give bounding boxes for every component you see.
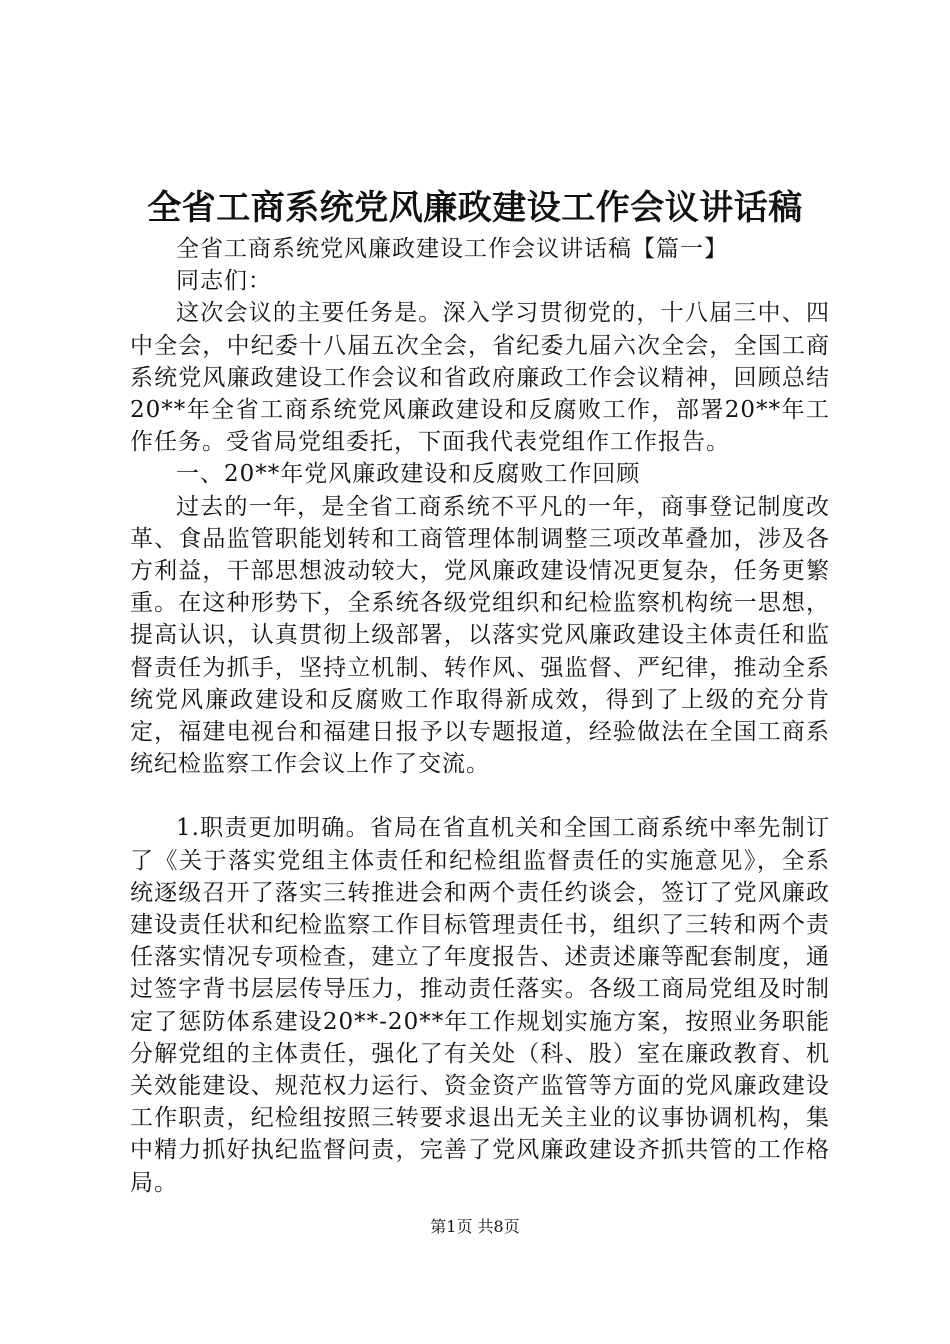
paragraph-point-1: 1.职责更加明确。省局在省直机关和全国工商系统中率先制订了《关于落实党组主体责任和纪检组监督责任的实施意见》，全系统逐级召开了落实三转推进会和两个责任约谈会，签订了党风廉政建设责任状和纪检监察工作目标管理责任书，组织了三转和两个责任落实情况专项检查，建立了年度报告、述责述廉等配套制度，通过签字背书层层传导压力，推动责任落实。各级工商局党组及时制定了惩防体系建设20**-20**年工作规划实施方案，按照业务职能分解党组的主体责任，强化了有关处（科、股）室在廉政教育、机关效能建设、规范权力运行、资金资产监管等方面的党风廉政建设工作职责，纪检组按照三转要求退出无关主业的议事协调机构，集中精力抓好执纪监督问责，完善了党风廉政建设齐抓共管的工作格局。 — [130, 815, 830, 1196]
paragraph-intro: 这次会议的主要任务是。深入学习贯彻党的，十八届三中、四中全会，中纪委十八届五次全会，省纪委九届六次全会，全国工商系统党风廉政建设工作会议和省政府廉政工作会议精神，回顾总结20**年全省工商系统党风廉政建设和反腐败工作，部署20**年工作任务。受省局党组委托，下面我代表党组作工作报告。 — [130, 300, 830, 456]
paragraph-review: 过去的一年，是全省工商系统不平凡的一年，商事登记制度改革、食品监管职能划转和工商管理体制调整三项改革叠加，涉及各方利益，干部思想波动较大，党风廉政建设情况更复杂，任务更繁重。在这种形势下，全系统各级党组织和纪检监察机构统一思想，提高认识，认真贯彻上级部署，以落实党风廉政建设主体责任和监督责任为抓手，坚持立机制、转作风、强监督、严纪律，推动全系统党风廉政建设和反腐败工作取得新成效，得到了上级的充分肯定，福建电视台和福建日报予以专题报道，经验做法在全国工商系统纪检监察工作会议上作了交流。 — [130, 493, 830, 778]
document-body — [130, 233, 830, 1199]
page-footer: 第1页 共8页 — [430, 1217, 520, 1236]
paragraph-subtitle: 全省工商系统党风廉政建设工作会议讲话稿【篇一】 — [176, 236, 728, 262]
paragraph-salutation: 同志们： — [176, 268, 272, 295]
document-title: 全省工商系统党风廉政建设工作会议讲话稿 — [147, 188, 803, 228]
section-heading: 一、20**年党风廉政建设和反腐败工作回顾 — [176, 461, 641, 488]
